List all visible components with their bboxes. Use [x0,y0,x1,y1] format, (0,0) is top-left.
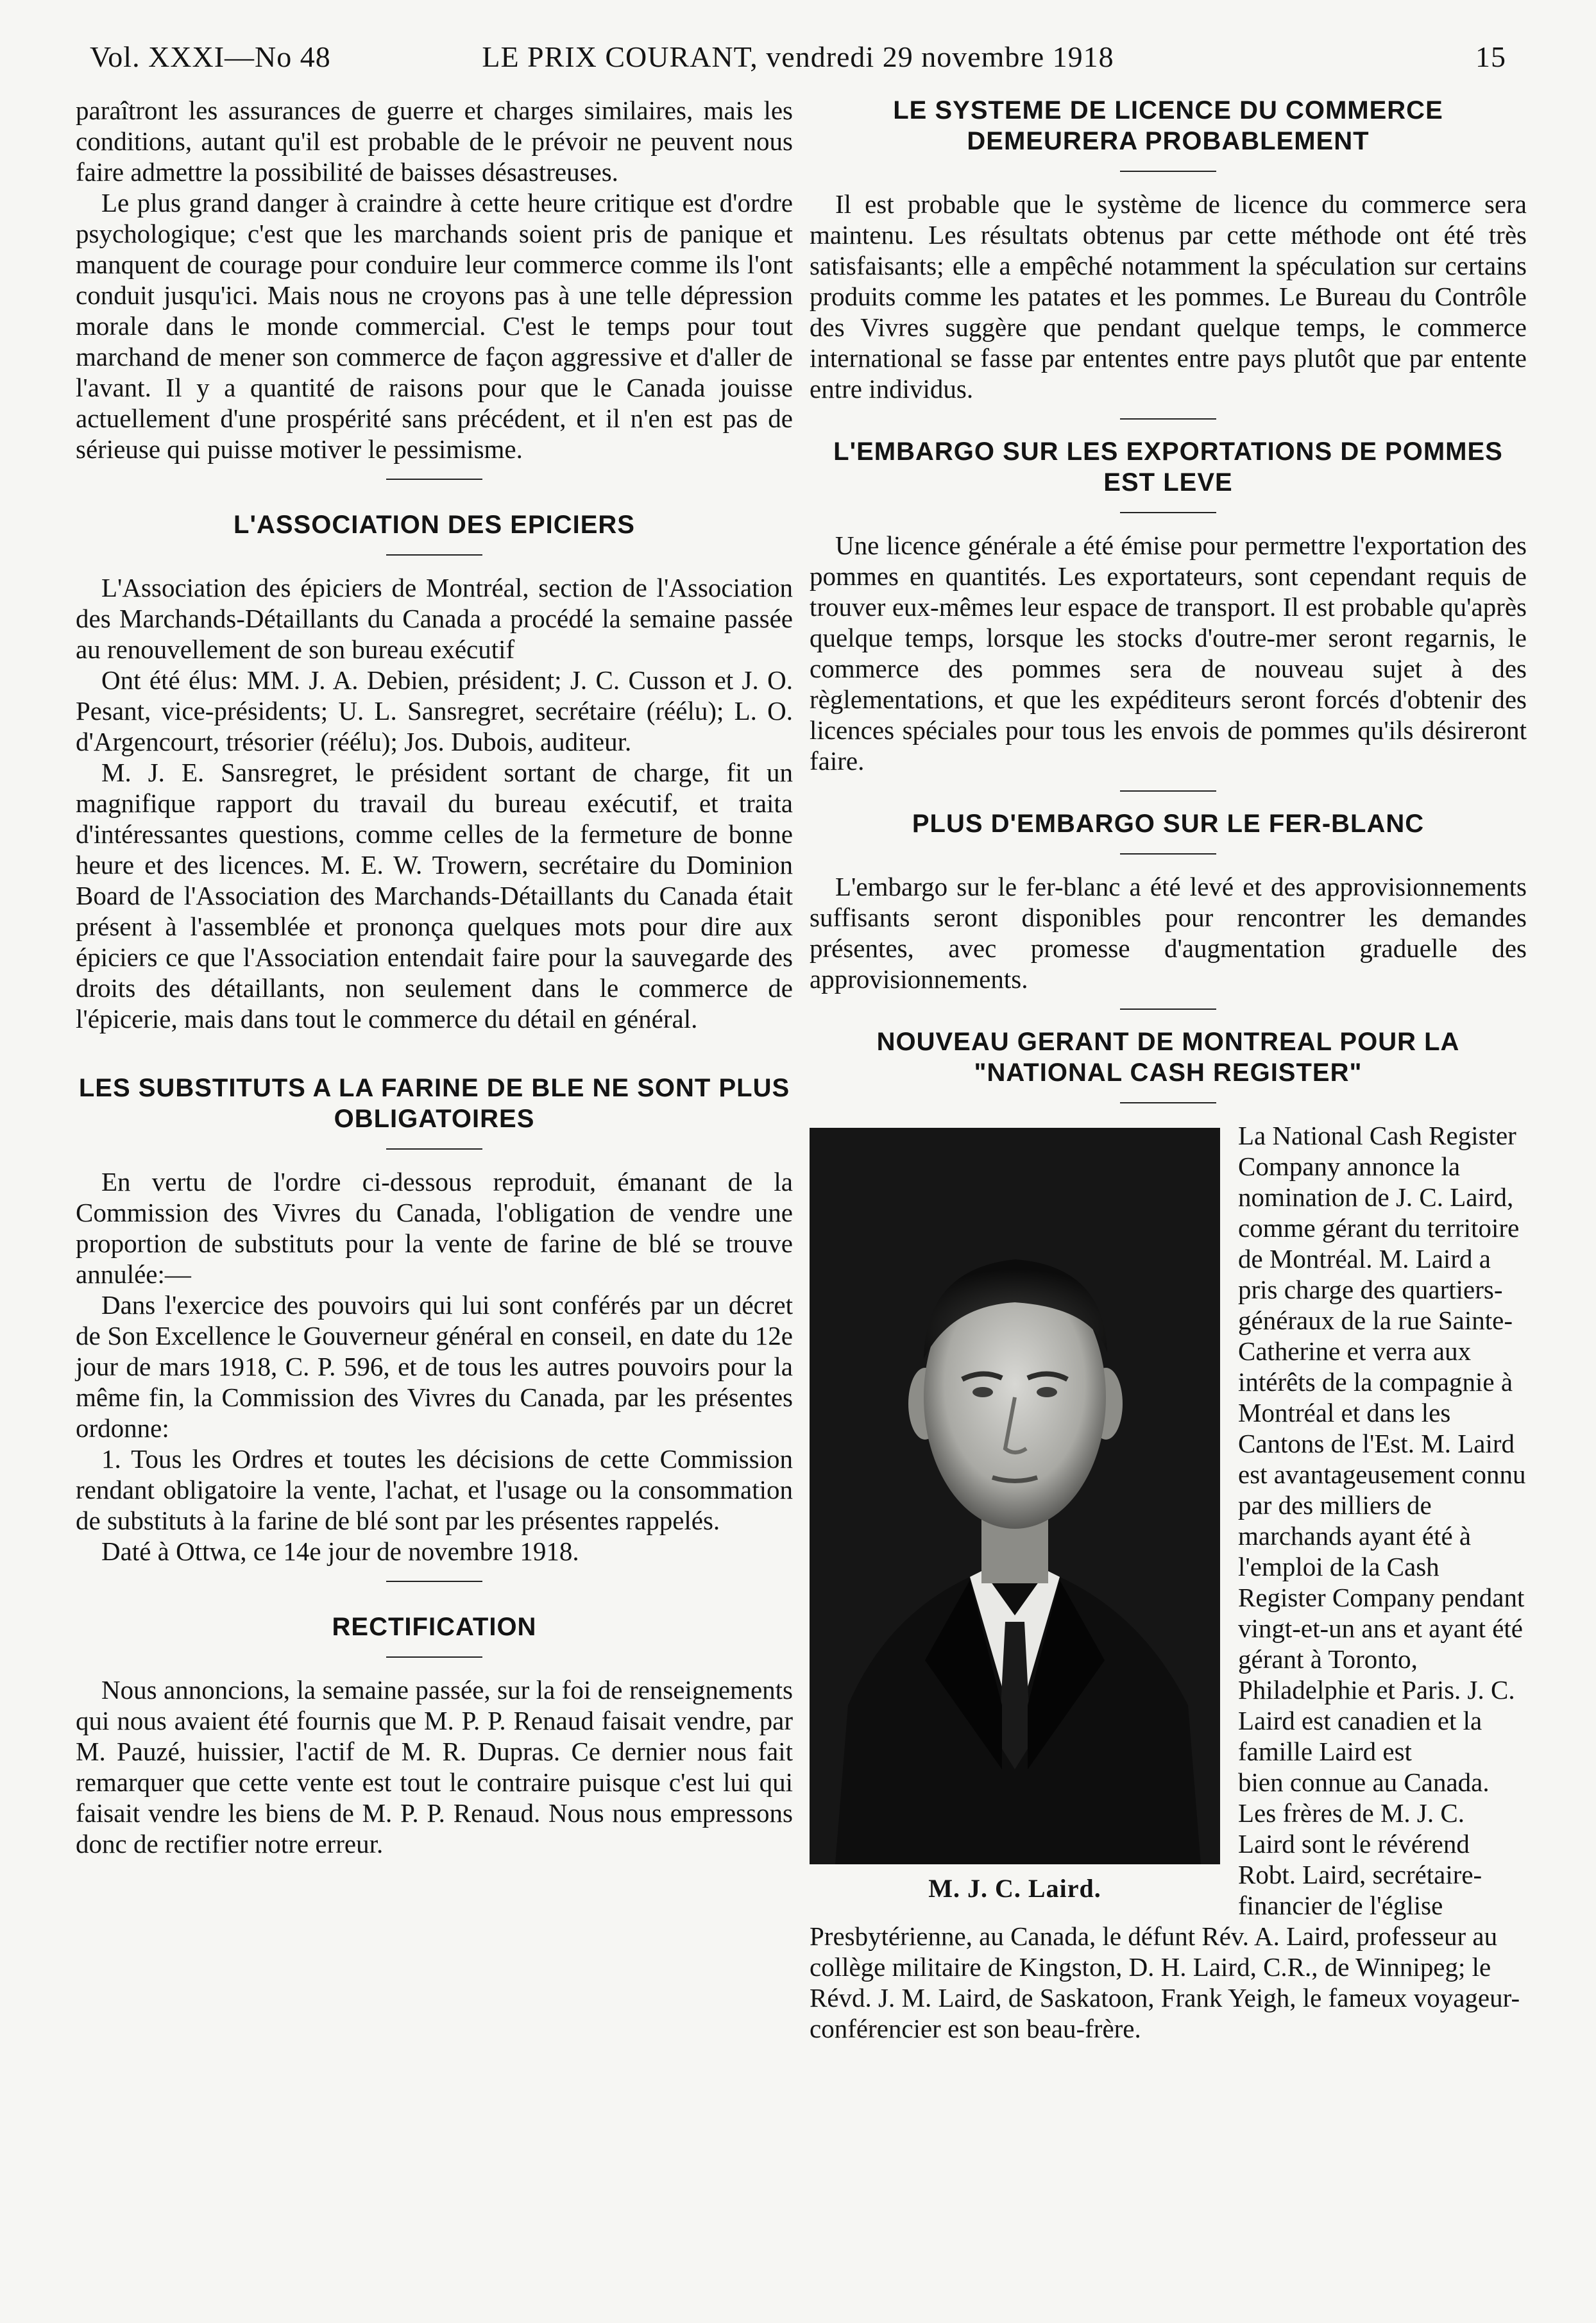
article-title: PLUS D'EMBARGO SUR LE FER-BLANC [912,810,1425,838]
article-paragraph-continued: bien connue au Canada. Les frères de M. J. C. Laird sont le révérend Robt. Laird, secrétaire-financier de l'église Presbytérienne, au Canada, le défunt Rév. A. Laird, professeur au collège militaire de Kingston, D. H. Laird, C.R., de Winnipeg; le Révd. J. M. Laird, de Saskatoon, Frank Yeigh, le fameux voyageur-conférencier est son beau-frère. [810,1767,1520,2043]
article-title: NOUVEAU GERANT DE MONTREAL POUR LA "NATIONAL CASH REGISTER" [876,1028,1460,1087]
section-divider [386,1581,482,1582]
article-paragraph: En vertu de l'ordre ci-dessous reproduit, émanant de la Commission des Vivres du Canada, l'obligation de vendre une proportion de substituts pour la vente de farine de blé se trouve annulée:— [76,1167,793,1289]
article-systeme-licence [810,95,1527,404]
article-embargo-pommes [810,436,1527,776]
article-paragraph: M. J. E. Sansregret, le président sortant de charge, fit un magnifique rapport du travail du bureau exécutif, et traita d'intéressantes questions, comme celles de la fermeture de bonne heure et des licences. M. E. W. Trowern, secrétaire du Dominion Board de l'Association des Marchands-Détaillants du Canada était présent à l'assemblée et prononça quelques mots pour dire aux épiciers ce que l'Association entendait faire pour la sauvegarde des droits des détaillants, non seulement dans le commerce de l'épicerie, mais dans tout le commerce du détail en général. [76,758,793,1034]
article-national-cash-register [810,1026,1527,2044]
intro-paragraph-1: paraîtront les assurances de guerre et charges similaires, mais les conditions, autant qu'il est probable de le prévoir ne peuvent nous faire admettre la possibilité de baisses désastreuses. [76,96,793,187]
page-number: 15 [1475,40,1506,73]
article-paragraph: Il est probable que le système de licence du commerce sera maintenu. Les résultats obtenus par cette méthode ont été très satisfaisants; elle a empêché notamment la spéculation sur certains produits comme les patates et les pommes. Le Bureau du Contrôle des Vivres suggère que pendant quelque temps, le commerce international se fasse par ententes entre pays plutôt que par entente entre individus. [810,189,1527,404]
article-title: RECTIFICATION [332,1613,537,1641]
article-paragraph: L'Association des épiciers de Montréal, section de l'Association des Marchands-Détaillants du Canada a procédé la semaine passée au renouvellement de son bureau exécutif [76,573,793,664]
portrait-image [810,1128,1220,1864]
section-divider [386,479,482,480]
right-column [810,95,1527,2323]
volume-number: Vol. XXXI—No 48 [90,40,331,73]
article-paragraph: Une licence générale a été émise pour permettre l'exportation des pommes en quantités. Les exportateurs, sont cependant requis de trouver eux-mêmes leur espace de transport. Il est probable qu'après quelque temps, lorsque les stocks d'outre-mer seront regarnis, le commerce des pommes sera de nouveau sujet à des règlementations, et que les expéditeurs seront forcés d'obtenir des licences spéciales pour tous les envois de pommes qu'ils désireront faire. [810,531,1527,776]
publication-title-date: LE PRIX COURANT, vendredi 29 novembre 1918 [482,40,1114,73]
section-divider [1120,790,1216,792]
article-paragraph: Ont été élus: MM. J. A. Debien, président; J. C. Cusson et J. O. Pesant, vice-présidents; U. L. Sansregret, secrétaire (réélu); L. O. d'Argencourt, trésorier (réélu); Jos. Dubois, auditeur. [76,665,793,756]
title-rule [1120,512,1216,513]
left-column [76,95,793,2323]
article-paragraph: 1. Tous les Ordres et toutes les décisions de cette Commission rendant obligatoire la vente, l'achat, et l'usage ou la consommation de substituts à la farine de blé sont par les présentes rappelés. [76,1444,793,1535]
article-substituts-farine [76,1073,793,1567]
section-divider [1120,1008,1216,1010]
article-paragraph: Dans l'exercice des pouvoirs qui lui sont conférés par un décret de Son Excellence le Gouverneur général en conseil, en date du 12e jour de mars 1918, C. P. 596, et de tous les autres pouvoirs pour la même fin, la Commission des Vivres du Canada, par les présentes ordonne: [76,1290,793,1443]
article-fer-blanc [810,808,1527,994]
article-paragraph: L'embargo sur le fer-blanc a été levé et des approvisionnements suffisants seront disponibles pour rencontrer les demandes présentes, avec promesse d'augmentation graduelle des approvisionnements. [810,872,1527,994]
article-paragraph: La National Cash Register Company annonce la nomination de J. C. Laird, comme gérant du territoire de Montréal. M. Laird a pris charge des quartiers-généraux de la rue Sainte-Catherine et verra aux intérêts de la compagnie à Montréal et dans les Cantons de l'Est. M. Laird est avantageusement connu par des milliers de marchands ayant été à l'emploi de la Cash Register Company pendant vingt-et-un ans et ayant été gérant à Toronto, Philadelphie et Paris. J. C. Laird est canadien et la famille Laird est [1238,1121,1526,1766]
title-rule [1120,853,1216,855]
portrait-caption: M. J. C. Laird. [928,1874,1101,1903]
running-header [90,33,1506,78]
article-title: L'ASSOCIATION DES EPICIERS [233,511,635,539]
article-dateline: Daté à Ottwa, ce 14e jour de novembre 1918. [101,1536,579,1566]
article-title: L'EMBARGO SUR LES EXPORTATIONS DE POMMES EST LEVE [833,438,1503,497]
title-rule [386,1148,482,1150]
article-title: LE SYSTEME DE LICENCE DU COMMERCE DEMEURERA PROBABLEMENT [893,96,1443,155]
title-rule [386,1656,482,1658]
portrait-figure [810,1128,1220,1904]
intro-paragraph-2: Le plus grand danger à craindre à cette heure critique est d'ordre psychologique; c'est que les marchands soient pris de panique et manquent de courage pour conduire leur commerce comme ils l'ont conduit jusqu'ici. Mais nous ne croyons pas à une telle dépression morale dans le monde commercial. C'est le temps pour tout marchand de mener son commerce de façon aggressive et d'aller de l'avant. Il y a quantité de raisons pour que le Canada jouisse actuellement d'une prospérité sans précédent, et il n'en est pas de sérieuse qui puisse motiver le pessimisme. [76,188,793,464]
title-rule [1120,1102,1216,1103]
portrait-photo [810,1128,1220,1864]
title-rule [386,554,482,556]
article-rectification [76,1612,793,1859]
article-association-epiciers [76,509,793,1034]
article-paragraph: Nous annoncions, la semaine passée, sur la foi de renseignements qui nous avaient été fournis que M. P. P. Renaud faisait vendre, par M. Pauzé, huissier, l'actif de M. R. Dupras. Ce dernier nous fait remarquer que cette vente est tout le contraire puisque c'est lui qui faisait vendre les biens de M. P. P. Renaud. Nous nous empressons donc de rectifier notre erreur. [76,1675,793,1859]
section-divider [1120,418,1216,420]
title-rule [1120,171,1216,172]
article-title: LES SUBSTITUTS A LA FARINE DE BLE NE SONT PLUS OBLIGATOIRES [78,1074,790,1133]
